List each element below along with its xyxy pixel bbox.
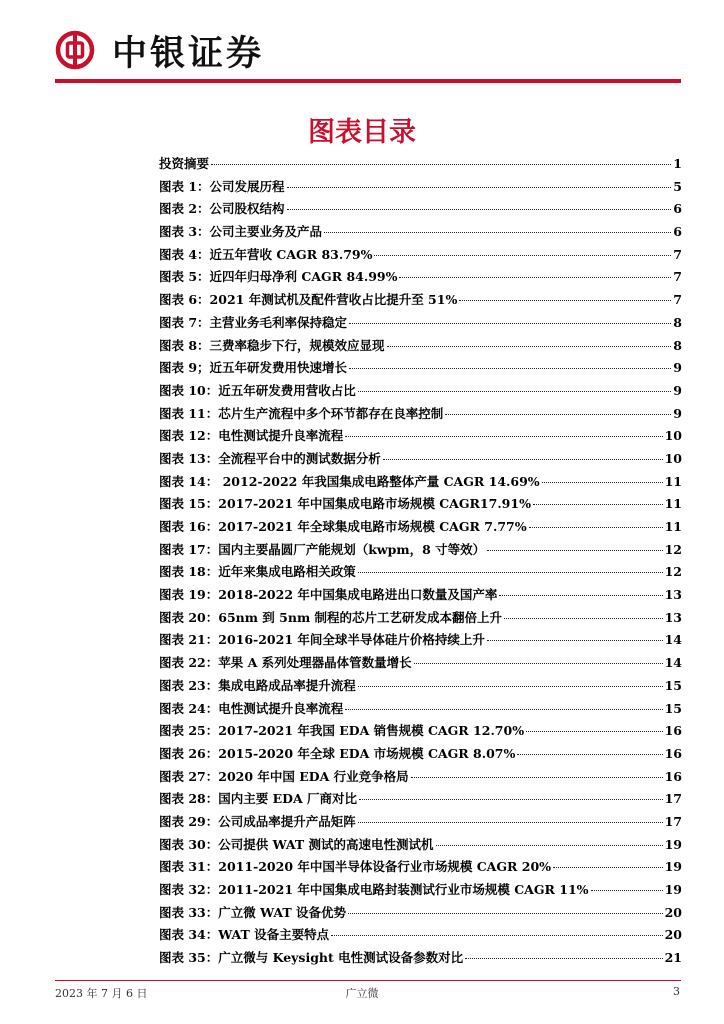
- toc-entry-page: 11: [664, 519, 682, 534]
- header-divider: [55, 79, 681, 83]
- toc-leader-dots: [459, 300, 671, 301]
- toc-leader-dots: [414, 663, 663, 664]
- toc-leader-dots: [383, 459, 663, 460]
- toc-leader-dots: [211, 164, 671, 165]
- toc-entry[interactable]: [159, 766, 682, 789]
- toc-entry[interactable]: [159, 924, 682, 947]
- toc-leader-dots: [287, 209, 672, 210]
- toc-leader-dots: [517, 754, 662, 755]
- toc-entry-label: 图表 23：集成电路成品率提升流程: [159, 677, 356, 693]
- toc-entry-page: 12: [664, 564, 682, 580]
- brand-name: 中银证券: [112, 33, 265, 74]
- toc-entry[interactable]: [159, 471, 682, 494]
- toc-leader-dots: [349, 368, 671, 369]
- toc-entry[interactable]: [159, 856, 682, 879]
- toc-entry-label: 图表 13：全流程平台中的测试数据分析: [159, 450, 381, 466]
- toc-entry-page: 6: [673, 201, 682, 217]
- toc-leader-dots: [359, 799, 663, 800]
- toc-entry[interactable]: [159, 811, 682, 834]
- toc-entry[interactable]: [159, 539, 682, 562]
- toc-entry-label: 图表 7：主营业务毛利率保持稳定: [159, 314, 348, 330]
- toc-leader-dots: [526, 731, 663, 732]
- toc-entry[interactable]: [159, 448, 682, 471]
- toc-entry-label: 图表 17：国内主要晶圆厂产能规划（kwpm，8 寸等效）: [159, 541, 486, 557]
- toc-entry[interactable]: [159, 834, 682, 857]
- toc-leader-dots: [345, 436, 662, 437]
- toc-leader-dots: [374, 255, 671, 256]
- toc-leader-dots: [358, 686, 663, 687]
- toc-leader-dots: [345, 709, 662, 710]
- toc-entry-label: 图表 9；近五年研发费用快速增长: [159, 360, 348, 376]
- toc-entry[interactable]: [159, 380, 682, 403]
- toc-entry-label: 图表 20：65nm 到 5nm 制程的芯片工艺研发成本翻倍上升: [159, 609, 503, 625]
- toc-entry-label: 图表 6：2021 年测试机及配件营收占比提升至 51%: [159, 292, 458, 308]
- footer-divider: [55, 980, 681, 981]
- toc-leader-dots: [358, 391, 672, 392]
- toc-entry-page: 19: [664, 859, 682, 875]
- toc-leader-dots: [553, 867, 663, 868]
- toc-leader-dots: [287, 187, 672, 188]
- toc-entry-label: 图表 16：2017-2021 年全球集成电路市场规模 CAGR 7.77%: [159, 519, 527, 534]
- toc-entry-label: 图表 31：2011-2020 年中国半导体设备行业市场规模 CAGR 20%: [159, 859, 552, 875]
- toc-entry[interactable]: [159, 403, 682, 426]
- bank-of-china-logo-icon: [55, 30, 95, 70]
- toc-entry-label: 图表 24：电性测试提升良率流程: [159, 700, 344, 716]
- toc-entry-label: 图表 2：公司股权结构: [159, 201, 285, 217]
- footer-page-number: 3: [673, 985, 680, 998]
- toc-entry[interactable]: [159, 244, 682, 267]
- toc-entry-label: 图表 28：国内主要 EDA 厂商对比: [159, 791, 358, 807]
- toc-entry-label: 图表 10：近五年研发费用营收占比: [159, 382, 356, 398]
- toc-entry[interactable]: [159, 312, 682, 335]
- toc-entry[interactable]: [159, 176, 682, 199]
- toc-entry-label: 图表 14： 2012-2022 年我国集成电路整体产量 CAGR 14.69%: [159, 473, 540, 489]
- toc-entry[interactable]: [159, 221, 682, 244]
- toc-entry-page: 12: [664, 541, 682, 557]
- footer-date: 2023 年 7 月 6 日: [55, 987, 148, 1000]
- toc-entry-label: 图表 26：2015-2020 年全球 EDA 市场规模 CAGR 8.07%: [159, 745, 516, 761]
- toc-entry-label: 图表 33：广立微 WAT 设备优势: [159, 904, 347, 920]
- toc-entry[interactable]: [159, 607, 682, 630]
- toc-leader-dots: [399, 277, 671, 278]
- toc-entry-page: 8: [673, 337, 682, 353]
- toc-entry-page: 7: [673, 246, 682, 262]
- toc-entry[interactable]: [159, 335, 682, 358]
- toc-leader-dots: [324, 232, 671, 233]
- toc-leader-dots: [411, 777, 663, 778]
- toc-entry-page: 20: [664, 927, 682, 943]
- toc-entry[interactable]: [159, 561, 682, 584]
- toc-entry-page: 7: [673, 269, 682, 285]
- toc-entry-page: 21: [664, 950, 682, 966]
- toc-entry-page: 16: [664, 723, 682, 739]
- toc-leader-dots: [591, 890, 663, 891]
- toc-entry-label: 图表 4：近五年营收 CAGR 83.79%: [159, 246, 373, 262]
- toc-entry[interactable]: [159, 153, 682, 176]
- toc-entry-label: 图表 3：公司主要业务及产品: [159, 224, 323, 240]
- toc-leader-dots: [387, 346, 672, 347]
- toc-entry[interactable]: [159, 698, 682, 721]
- toc-entry-label: 图表 34：WAT 设备主要特点: [159, 927, 330, 943]
- toc-entry-label: 图表 25：2017-2021 年我国 EDA 销售规模 CAGR 12.70%: [159, 723, 525, 739]
- toc-entry[interactable]: [159, 720, 682, 743]
- toc-entry-page: 15: [664, 677, 682, 693]
- toc-entry-page: 9: [673, 405, 682, 421]
- toc-leader-dots: [542, 482, 663, 483]
- toc-entry-page: 11: [664, 473, 682, 489]
- toc-entry-page: 20: [664, 904, 682, 920]
- toc-entry[interactable]: [159, 879, 682, 902]
- toc-leader-dots: [529, 527, 663, 528]
- toc-entry-label: 图表 35：广立微与 Keysight 电性测试设备参数对比: [159, 950, 464, 966]
- toc-entry[interactable]: [159, 902, 682, 925]
- toc-entry-page: 16: [664, 768, 682, 784]
- toc-leader-dots: [358, 572, 663, 573]
- toc-leader-dots: [487, 550, 662, 551]
- toc-entry-label: 图表 5：近四年归母净利 CAGR 84.99%: [159, 269, 398, 285]
- toc-leader-dots: [348, 913, 663, 914]
- toc-entry[interactable]: [159, 788, 682, 811]
- toc-title: 图表目录: [308, 117, 416, 148]
- toc-entry[interactable]: [159, 266, 682, 289]
- toc-entry-label: 图表 1：公司发展历程: [159, 178, 285, 194]
- toc-entry-page: 9: [673, 360, 682, 376]
- toc-entry[interactable]: [159, 357, 682, 380]
- toc-entry-page: 11: [664, 496, 682, 512]
- toc-entry-page: 19: [664, 836, 682, 852]
- toc-entry[interactable]: [159, 516, 682, 539]
- toc-entry-page: 16: [664, 745, 682, 761]
- toc-leader-dots: [358, 822, 663, 823]
- toc-entry[interactable]: [159, 584, 682, 607]
- toc-leader-dots: [504, 618, 663, 619]
- toc-leader-dots: [499, 595, 662, 596]
- toc-entry-page: 6: [673, 224, 682, 240]
- toc-leader-dots: [533, 504, 663, 505]
- toc-entry-label: 图表 32：2011-2021 年中国集成电路封装测试行业市场规模 CAGR 11%: [159, 882, 589, 897]
- toc-entry-page: 13: [664, 609, 682, 625]
- toc-entry-label: 投资摘要: [159, 156, 210, 171]
- toc-leader-dots: [331, 935, 662, 936]
- toc-leader-dots: [465, 958, 662, 959]
- page-header: [0, 0, 724, 90]
- toc-entry[interactable]: [159, 743, 682, 766]
- toc-entry-label: 图表 27：2020 年中国 EDA 行业竞争格局: [159, 768, 409, 784]
- toc-entry-label: 图表 8：三费率稳步下行，规模效应显现: [159, 337, 385, 353]
- toc-leader-dots: [487, 640, 663, 641]
- toc-entry-label: 图表 12：电性测试提升良率流程: [159, 428, 344, 444]
- toc-entry[interactable]: [159, 675, 682, 698]
- toc-entry[interactable]: [159, 947, 682, 970]
- toc-entry-label: 图表 18：近年来集成电路相关政策: [159, 564, 356, 580]
- toc-entry[interactable]: [159, 198, 682, 221]
- toc-entry-page: 19: [664, 882, 682, 897]
- toc-entry-page: 5: [673, 178, 682, 194]
- toc-entry[interactable]: [159, 425, 682, 448]
- footer-company: 广立微: [345, 987, 379, 1000]
- toc-entry-page: 13: [664, 587, 682, 603]
- toc-list: [159, 153, 682, 970]
- toc-entry[interactable]: [159, 289, 682, 312]
- toc-entry-page: 10: [664, 428, 682, 444]
- toc-entry-label: 图表 11：芯片生产流程中多个环节都存在良率控制: [159, 405, 444, 421]
- toc-entry-page: 17: [664, 791, 682, 807]
- toc-entry-page: 9: [673, 382, 682, 398]
- toc-entry-page: 8: [673, 314, 682, 330]
- toc-entry-page: 1: [673, 156, 682, 171]
- toc-entry-page: 17: [664, 813, 682, 829]
- toc-entry[interactable]: [159, 493, 682, 516]
- toc-entry-page: 10: [664, 450, 682, 466]
- toc-entry[interactable]: [159, 652, 682, 675]
- toc-leader-dots: [445, 414, 671, 415]
- toc-leader-dots: [349, 323, 671, 324]
- toc-entry-page: 14: [664, 632, 682, 648]
- toc-entry-label: 图表 21：2016-2021 年间全球半导体硅片价格持续上升: [159, 632, 485, 648]
- toc-entry-page: 14: [664, 655, 682, 671]
- toc-entry-label: 图表 22：苹果 A 系列处理器晶体管数量增长: [159, 655, 412, 671]
- toc-entry-page: 7: [673, 292, 682, 308]
- toc-entry-label: 图表 19：2018-2022 年中国集成电路进出口数量及国产率: [159, 587, 498, 603]
- toc-entry-label: 图表 29：公司成品率提升产品矩阵: [159, 813, 356, 829]
- toc-leader-dots: [436, 845, 663, 846]
- toc-entry-page: 15: [664, 700, 682, 716]
- toc-entry[interactable]: [159, 629, 682, 652]
- toc-entry-label: 图表 30：公司提供 WAT 测试的高速电性测试机: [159, 836, 434, 852]
- toc-entry-label: 图表 15：2017-2021 年中国集成电路市场规模 CAGR17.91%: [159, 496, 531, 512]
